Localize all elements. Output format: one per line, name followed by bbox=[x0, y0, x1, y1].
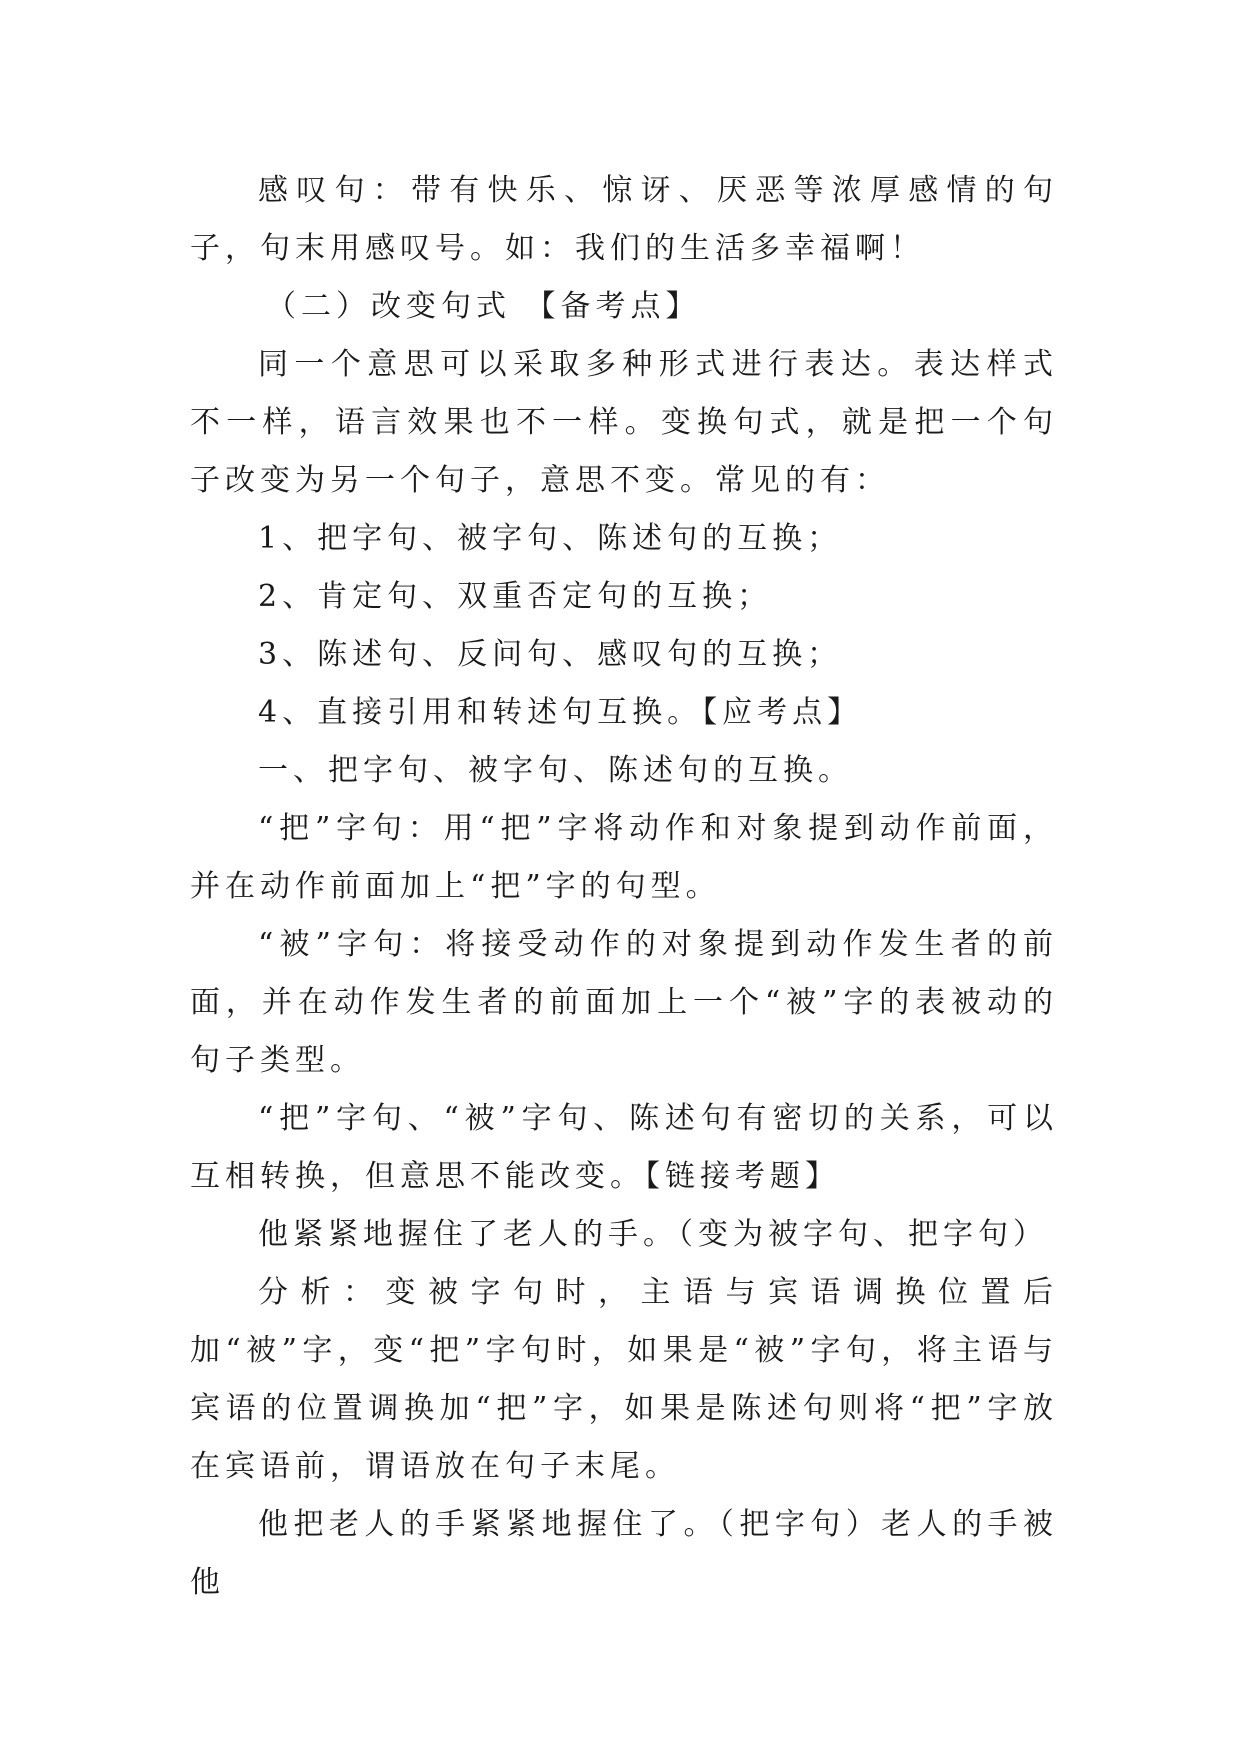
list-item-3: 3、陈述句、反问句、感叹句的互换； bbox=[258, 637, 843, 672]
paragraph-analysis: 分析：变被字句时，主语与宾语调换位置后加“被”字，变“把”字句时，如果是“被”字句，将主语与宾语的位置调换加“把”字，如果是陈述句则将“把”字放在宾语前，谓语放在句子末尾。 bbox=[190, 1275, 1058, 1484]
paragraph-bei-sentence-definition: “被”字句：将接受动作的对象提到动作发生者的前面，并在动作发生者的前面加上一个“被”字的表被动的句子类型。 bbox=[190, 927, 1058, 1078]
paragraph-exclamatory-sentence: 感叹句：带有快乐、惊讶、厌恶等浓厚感情的句子，句末用感叹号。如：我们的生活多幸福啊！ bbox=[190, 173, 1058, 266]
section-heading-change-sentence-pattern: （二）改变句式 【备考点】 bbox=[266, 289, 701, 324]
document-body bbox=[190, 162, 1058, 1612]
paragraph-example-question: 他紧紧地握住了老人的手。（变为被字句、把字句） bbox=[258, 1217, 1048, 1252]
list-item-4: 4、直接引用和转述句互换。【应考点】 bbox=[258, 695, 863, 730]
paragraph-sentence-transformation-intro: 同一个意思可以采取多种形式进行表达。表达样式不一样，语言效果也不一样。变换句式，就是把一个句子改变为另一个句子，意思不变。常见的有： bbox=[190, 347, 1058, 498]
paragraph-ba-sentence-definition: “把”字句：用“把”字将动作和对象提到动作前面，并在动作前面加上“把”字的句型。 bbox=[190, 811, 1058, 904]
paragraph-example-answer: 他把老人的手紧紧地握住了。（把字句）老人的手被他 bbox=[190, 1507, 1058, 1600]
paragraph-relationship-note: “把”字句、“被”字句、陈述句有密切的关系，可以互相转换，但意思不能改变。【链接考题】 bbox=[190, 1101, 1058, 1194]
list-item-1: 1、把字句、被字句、陈述句的互换； bbox=[258, 521, 843, 556]
list-item-2: 2、肯定句、双重否定句的互换； bbox=[258, 579, 773, 614]
section-heading-ba-bei-interchange: 一、把字句、被字句、陈述句的互换。 bbox=[258, 753, 853, 788]
